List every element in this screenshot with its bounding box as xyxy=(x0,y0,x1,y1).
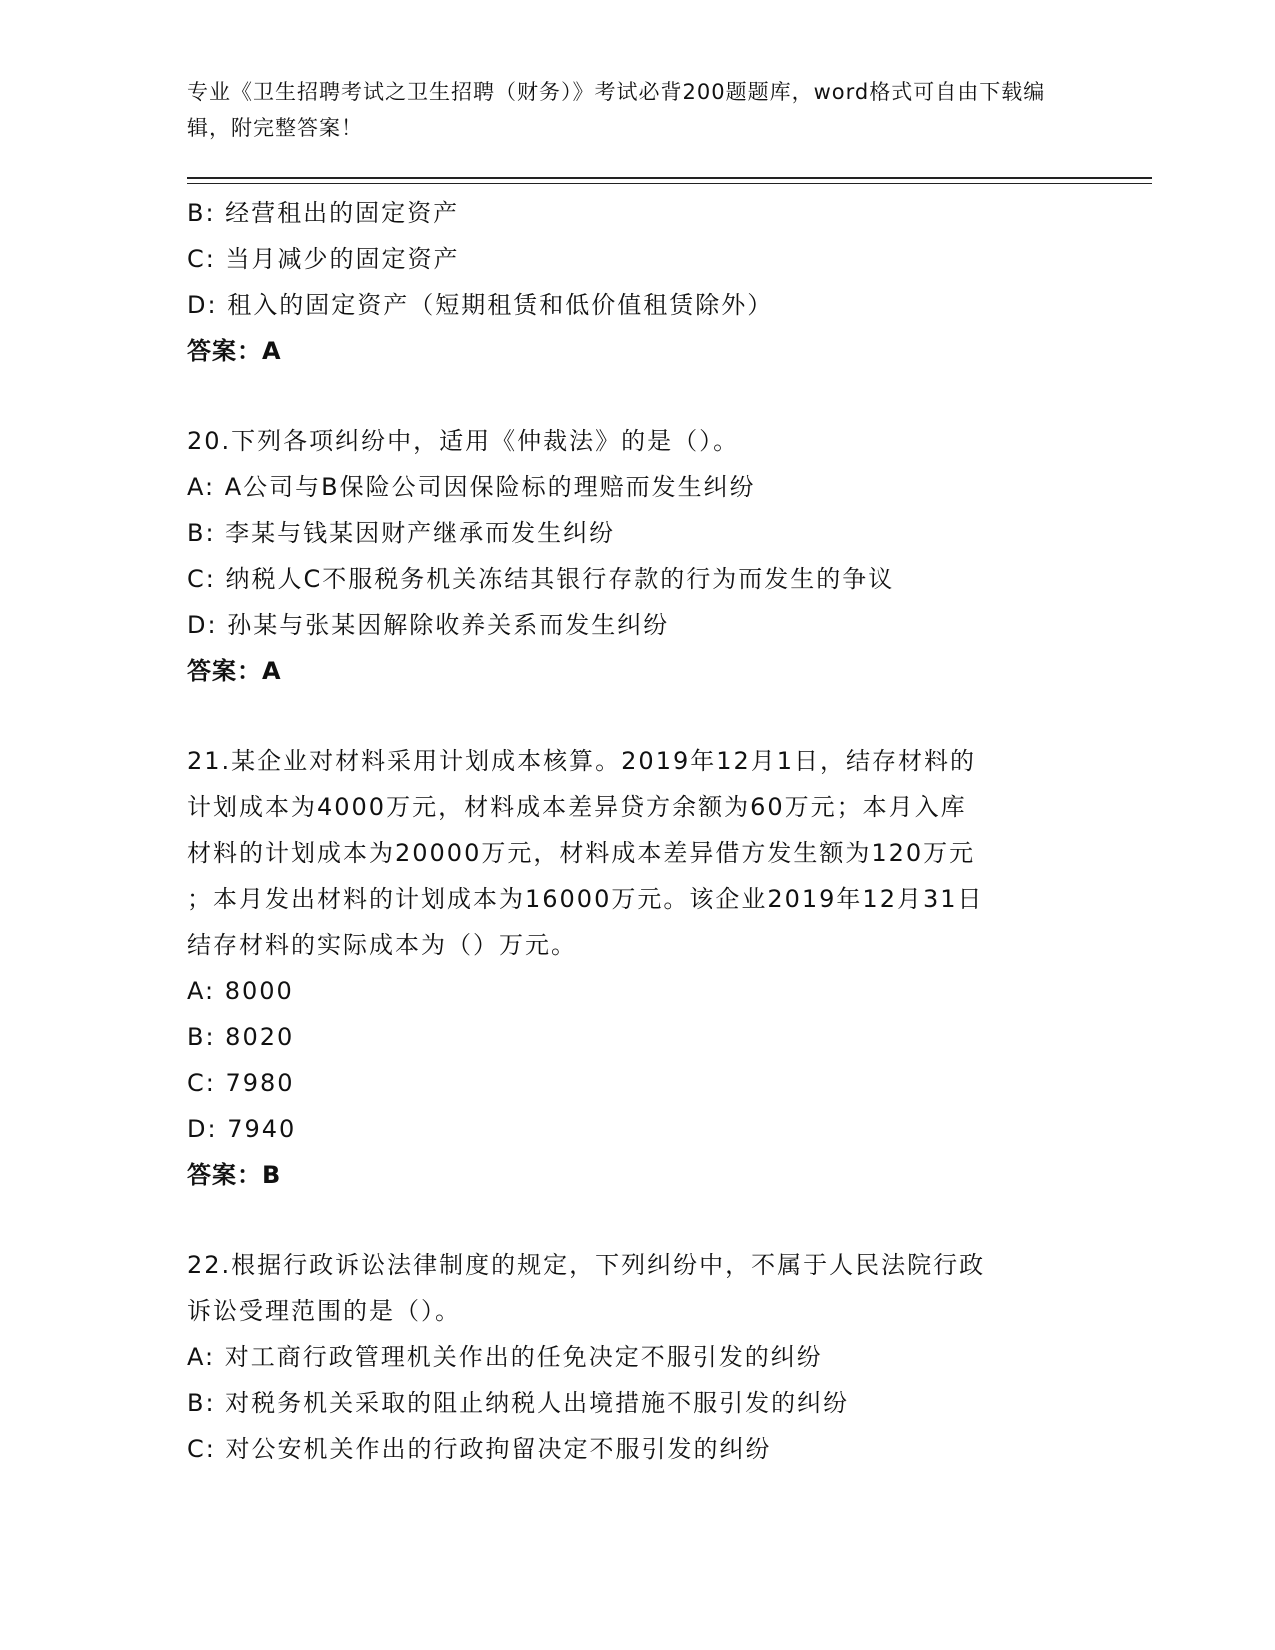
option-b: B: 对税务机关采取的阻止纳税人出境措施不服引发的纠纷 xyxy=(187,1389,850,1417)
question-stem-line: 计划成本为4000万元，材料成本差异贷方余额为60万元；本月入库 xyxy=(187,793,967,821)
option-d: D: 租入的固定资产（短期租赁和低价值租赁除外） xyxy=(187,291,774,319)
question-stem: 20.下列各项纠纷中，适用《仲裁法》的是（）。 xyxy=(187,427,740,455)
option-c: C: 7980 xyxy=(187,1069,295,1097)
option-b: B: 经营租出的固定资产 xyxy=(187,199,460,227)
option-c: C: 对公安机关作出的行政拘留决定不服引发的纠纷 xyxy=(187,1435,772,1463)
answer-label: 答案： xyxy=(187,657,262,685)
option-d: D: 孙某与张某因解除收养关系而发生纠纷 xyxy=(187,611,670,639)
answer-label: 答案： xyxy=(187,337,262,365)
header-rule-thin xyxy=(187,183,1152,184)
question-20 xyxy=(187,418,1067,694)
option-c: C: 当月减少的固定资产 xyxy=(187,245,460,273)
option-b: B: 8020 xyxy=(187,1023,295,1051)
question-22 xyxy=(187,1242,1067,1472)
option-d: D: 7940 xyxy=(187,1115,297,1143)
answer-line xyxy=(187,648,1067,694)
question-stem-line: 21.某企业对材料采用计划成本核算。2019年12月1日，结存材料的 xyxy=(187,747,977,775)
question-stem-line: 结存材料的实际成本为（）万元。 xyxy=(187,931,577,959)
option-a: A: 对工商行政管理机关作出的任免决定不服引发的纠纷 xyxy=(187,1343,823,1371)
option-b: B: 李某与钱某因财产继承而发生纠纷 xyxy=(187,519,616,547)
question-content xyxy=(187,190,1067,1472)
answer-line xyxy=(187,328,1067,374)
option-c: C: 纳税人C不服税务机关冻结其银行存款的行为而发生的争议 xyxy=(187,565,895,593)
header-rule-thick xyxy=(187,177,1152,179)
document-header: 专业《卫生招聘考试之卫生招聘（财务）》考试必背200题题库，word格式可自由下载编辑，附完整答案！ xyxy=(187,80,1046,140)
answer-value: A xyxy=(262,657,282,685)
question-stem-line: ；本月发出材料的计划成本为16000万元。该企业2019年12月31日 xyxy=(187,885,984,913)
option-a: A: A公司与B保险公司因保险标的理赔而发生纠纷 xyxy=(187,473,756,501)
answer-line xyxy=(187,1152,1067,1198)
option-a: A: 8000 xyxy=(187,977,294,1005)
answer-value: A xyxy=(262,337,282,365)
prev-question-block xyxy=(187,190,1067,374)
question-stem-line: 材料的计划成本为20000万元，材料成本差异借方发生额为120万元 xyxy=(187,839,976,867)
answer-value: B xyxy=(262,1161,282,1189)
question-stem-line: 22.根据行政诉讼法律制度的规定，下列纠纷中，不属于人民法院行政 xyxy=(187,1251,986,1279)
question-stem-line: 诉讼受理范围的是（）。 xyxy=(187,1297,461,1325)
answer-label: 答案： xyxy=(187,1161,262,1189)
question-21 xyxy=(187,738,1067,1198)
